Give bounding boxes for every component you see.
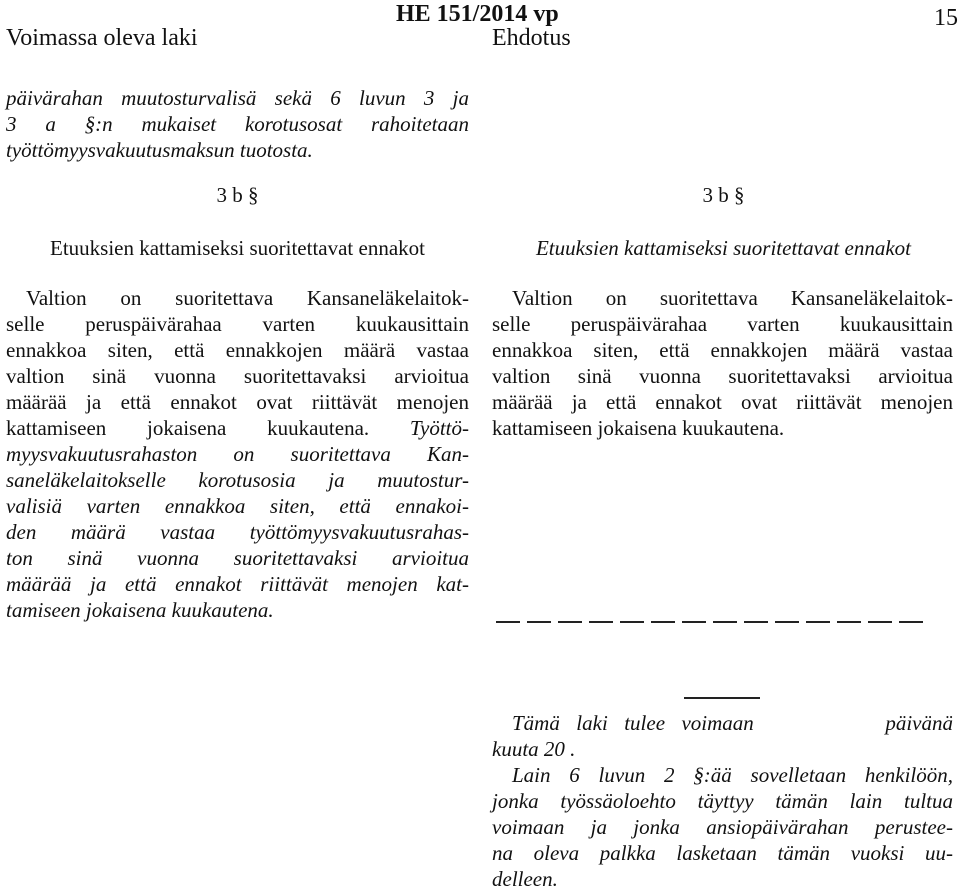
text-line: Valtion on suoritettava Kansaneläkelaitok- — [512, 286, 953, 310]
text-line: voimaan ja jonka ansiopäivärahan perustee- — [492, 815, 953, 839]
left-section-body — [6, 285, 469, 623]
text-line: työttömyysvakuutusmaksun tuotosta. — [6, 138, 313, 162]
text-line: delleen. — [492, 867, 558, 891]
text-line: myysvakuutusrahaston on suoritettava Kan- — [6, 442, 469, 466]
left-intro-paragraph — [6, 85, 469, 163]
text-line: Tämä laki tulee voimaan päivänä — [512, 711, 953, 735]
page-number: 15 — [934, 5, 958, 31]
text-line: den määrä vastaa työttömyysvakuutusrahas- — [6, 520, 469, 544]
text-line: ton sinä vuonna suoritettavaksi arvioitua — [6, 546, 469, 570]
text-line: saneläkelaitokselle korotusosia ja muutostur- — [6, 468, 469, 492]
text-line: määrää ja että ennakot ovat riittävät menojen — [6, 390, 469, 414]
text-line: Lain 6 luvun 2 §:ää sovelletaan henkilöön, — [512, 763, 953, 787]
text-line: kattamiseen jokaisena kuukautena. — [492, 416, 785, 440]
text-line: kuuta 20 . — [492, 737, 576, 761]
text-line: selle peruspäivärahaa varten kuukausittain — [6, 312, 469, 336]
text-line: valisiä varten ennakkoa siten, että ennakoi- — [6, 494, 469, 518]
section-divider — [684, 697, 760, 699]
omission-dash-line — [496, 621, 928, 623]
text-line: tamiseen jokaisena kuukautena. — [6, 598, 274, 622]
header-left-label: Voimassa oleva laki — [6, 25, 198, 51]
text-line: valtion sinä vuonna suoritettavaksi arvioitua — [492, 364, 953, 388]
text-fragment-italic: Työttö- — [409, 416, 469, 440]
text-line-mixed — [6, 415, 469, 441]
text-line: määrää ja että ennakot riittävät menojen kat- — [6, 572, 469, 596]
text-line: valtion sinä vuonna suoritettavaksi arvioitua — [6, 364, 469, 388]
closing-provisions — [492, 710, 953, 892]
text-line: ennakkoa siten, että ennakkojen määrä vastaa — [492, 338, 953, 362]
text-line: na oleva palkka lasketaan tämän vuoksi uu- — [492, 841, 953, 865]
document-id: HE 151/2014 vp — [396, 1, 559, 27]
left-section-title: Etuuksien kattamiseksi suoritettavat ennakot — [50, 236, 425, 260]
text-line: ennakkoa siten, että ennakkojen määrä vastaa — [6, 338, 469, 362]
text-line: Valtion on suoritettava Kansaneläkelaitok- — [26, 286, 469, 310]
right-section-number: 3 b § — [702, 183, 745, 207]
text-line: 3 a §:n mukaiset korotusosat rahoitetaan — [6, 112, 469, 136]
header-right-label: Ehdotus — [492, 25, 571, 51]
right-section-body — [492, 285, 953, 441]
text-line: selle peruspäivärahaa varten kuukausittain — [492, 312, 953, 336]
text-fragment: kattamiseen jokaisena kuukautena. — [6, 416, 370, 440]
text-line: määrää ja että ennakot ovat riittävät menojen — [492, 390, 953, 414]
left-section-number: 3 b § — [216, 183, 259, 207]
text-line: jonka työssäoloehto täyttyy tämän lain tultua — [492, 789, 953, 813]
right-section-title: Etuuksien kattamiseksi suoritettavat ennakot — [535, 236, 911, 260]
text-line: päivärahan muutosturvalisä sekä 6 luvun 3 ja — [6, 86, 469, 110]
